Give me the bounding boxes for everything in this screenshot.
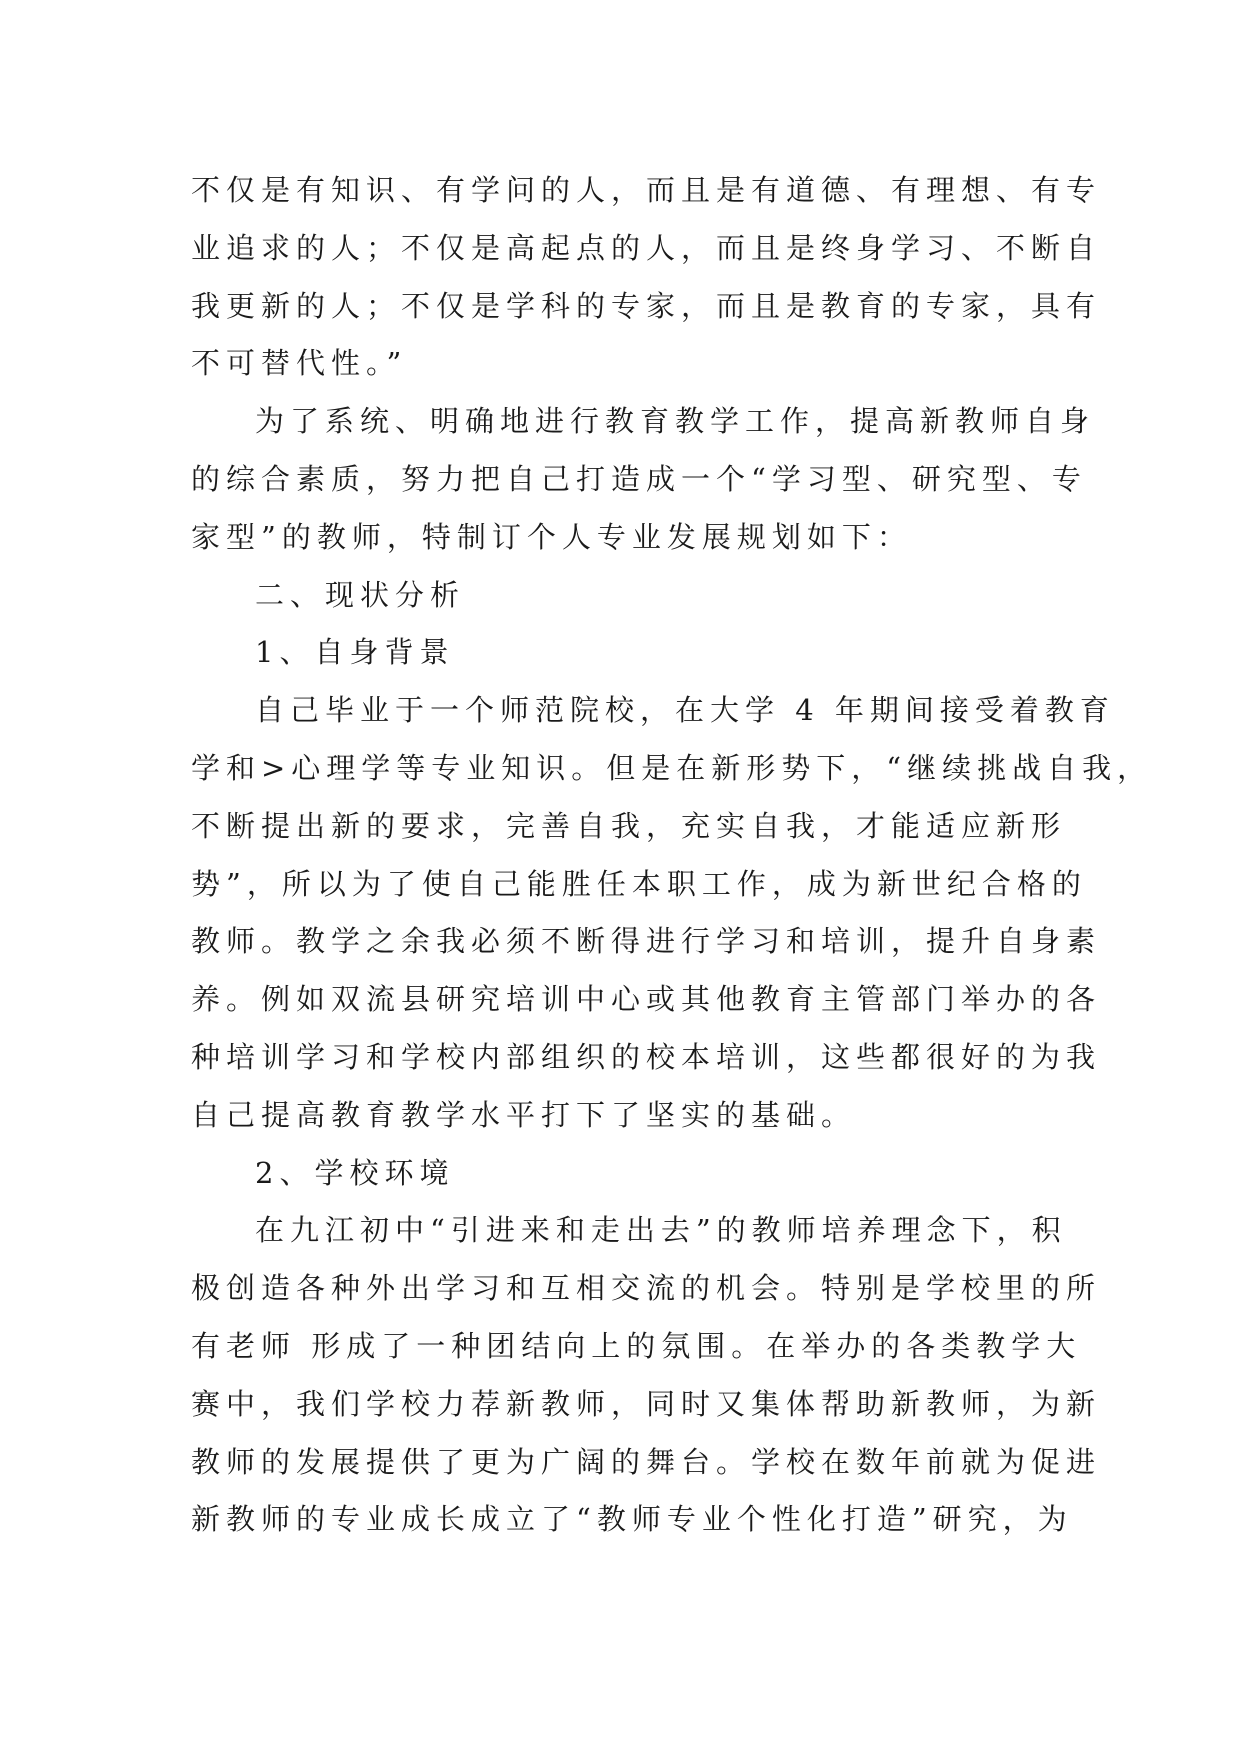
subsection-heading: 2、学校环境: [255, 1155, 455, 1190]
paragraph-line: 自己毕业于一个师范院校，在大学 4 年期间接受着教育: [255, 693, 1115, 728]
paragraph-line: 势”，所以为了使自己能胜任本职工作，成为新世纪合格的: [191, 866, 1087, 901]
paragraph-line: 不断提出新的要求，完善自我，充实自我，才能适应新形: [191, 808, 1067, 843]
paragraph-line: 养。例如双流县研究培训中心或其他教育主管部门举办的各: [191, 982, 1102, 1017]
paragraph-line: 不可替代性。”: [191, 346, 408, 381]
paragraph-line: 我更新的人；不仅是学科的专家，而且是教育的专家，具有: [191, 288, 1102, 323]
paragraph-line: 教师的发展提供了更为广阔的舞台。学校在数年前就为促进: [191, 1444, 1102, 1479]
paragraph-line: 在九江初中“引进来和走出去”的教师培养理念下，积: [255, 1213, 1067, 1248]
paragraph-line: 种培训学习和学校内部组织的校本培训，这些都很好的为我: [191, 1039, 1102, 1074]
paragraph-line: 家型”的教师，特制订个人专业发展规划如下：: [191, 519, 912, 554]
paragraph-line: 不仅是有知识、有学问的人，而且是有道德、有理想、有专: [191, 173, 1102, 207]
document-body: [191, 162, 1153, 1549]
paragraph-line: 新教师的专业成长成立了“教师专业个性化打造”研究，为: [191, 1502, 1073, 1537]
section-heading: 二、现状分析: [255, 577, 466, 612]
subsection-heading: 1、自身背景: [255, 635, 455, 670]
paragraph-line: 学和>心理学等专业知识。但是在新形势下，“继续挑战自我，: [191, 750, 1153, 785]
paragraph-line: 的综合素质，努力把自己打造成一个“学习型、研究型、专: [191, 461, 1087, 496]
paragraph-line: 赛中，我们学校力荐新教师，同时又集体帮助新教师，为新: [191, 1386, 1102, 1421]
paragraph-line: 有老师 形成了一种团结向上的氛围。在举办的各类教学大: [191, 1328, 1082, 1363]
paragraph-line: 业追求的人；不仅是高起点的人，而且是终身学习、不断自: [191, 230, 1102, 265]
paragraph-line: 为了系统、明确地进行教育教学工作，提高新教师自身: [255, 404, 1096, 439]
paragraph-line: 教师。教学之余我必须不断得进行学习和培训，提升自身素: [191, 924, 1102, 959]
paragraph-line: 极创造各种外出学习和互相交流的机会。特别是学校里的所: [191, 1271, 1102, 1306]
paragraph-line: 自己提高教育教学水平打下了坚实的基础。: [191, 1097, 857, 1132]
